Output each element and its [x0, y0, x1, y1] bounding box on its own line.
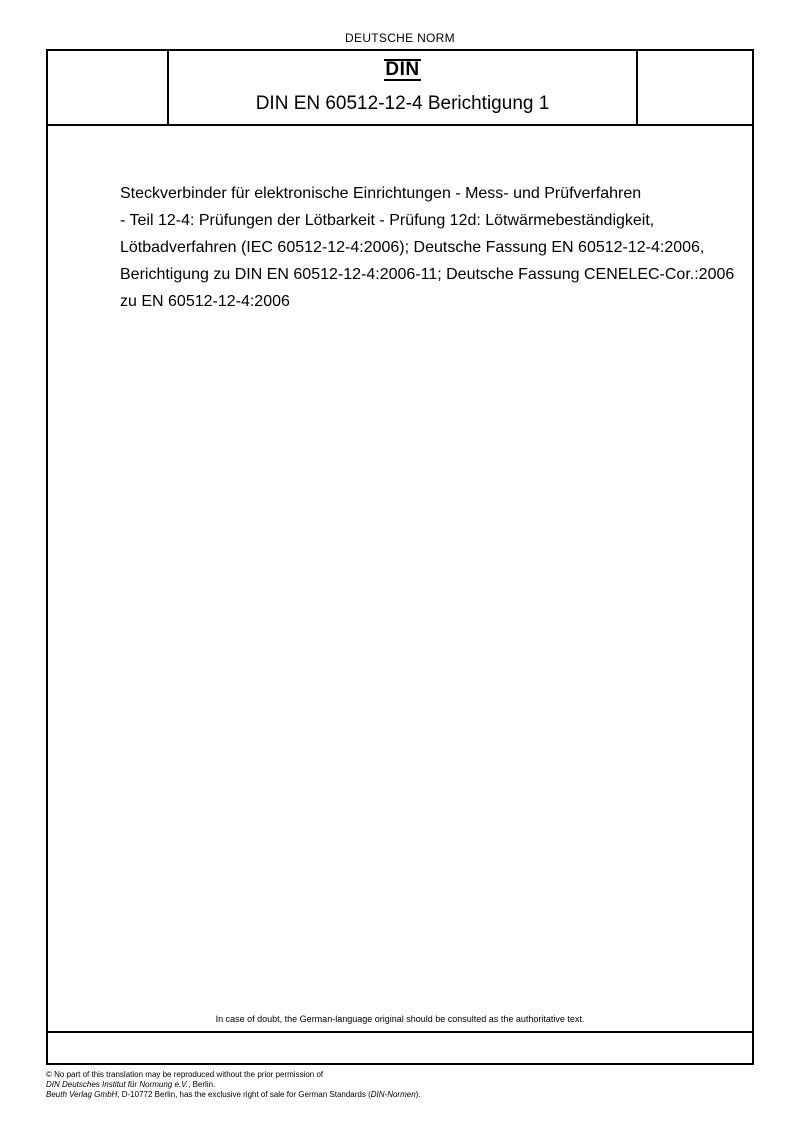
- title-line: zu EN 60512-12-4:2006: [120, 293, 290, 310]
- footer-divider: [48, 1031, 752, 1033]
- title-line: Steckverbinder für elektronische Einrichtungen - Mess- und Prüfverfahren: [120, 185, 642, 202]
- copyright-notice: [46, 1070, 746, 1100]
- copyright-line-3-end: ).: [415, 1090, 421, 1099]
- header-cell-center: [169, 51, 636, 124]
- header-cell-right: [636, 51, 754, 124]
- beuth-verlag-name: Beuth Verlag GmbH: [46, 1090, 118, 1099]
- din-institute-name: DIN Deutsches Institut für Normung e.V.: [46, 1080, 189, 1089]
- norm-label: DEUTSCHE NORM: [345, 31, 455, 45]
- document-number: DIN EN 60512-12-4 Berichtigung 1: [255, 93, 550, 114]
- document-title: [120, 180, 800, 315]
- copyright-line-3: [46, 1090, 746, 1100]
- header-cell-left: [48, 51, 169, 124]
- header-row: [48, 51, 752, 126]
- document-frame: [46, 49, 754, 1065]
- din-logo: [169, 59, 636, 81]
- din-normen-label: DIN-Normen: [370, 1090, 416, 1099]
- copyright-line-3-mid: , D-10772 Berlin, has the exclusive right of sale for German Standards (: [117, 1090, 371, 1099]
- din-logo-text: DIN: [385, 59, 420, 80]
- copyright-line-2: [46, 1080, 746, 1090]
- title-line: Lötbadverfahren (IEC 60512-12-4:2006); Deutsche Fassung EN 60512-12-4:2006,: [120, 239, 705, 256]
- title-line: Berichtigung zu DIN EN 60512-12-4:2006-11; Deutsche Fassung CENELEC-Cor.:2006: [120, 266, 735, 283]
- authoritative-text-note: In case of doubt, the German-language original should be consulted as the authoritative text.: [215, 1014, 585, 1024]
- copyright-line-1: © No part of this translation may be reproduced without the prior permission of: [46, 1070, 324, 1079]
- title-line: - Teil 12-4: Prüfungen der Lötbarkeit - Prüfung 12d: Lötwärmebeständigkeit,: [120, 212, 655, 229]
- copyright-line-2-rest: , Berlin.: [188, 1080, 216, 1089]
